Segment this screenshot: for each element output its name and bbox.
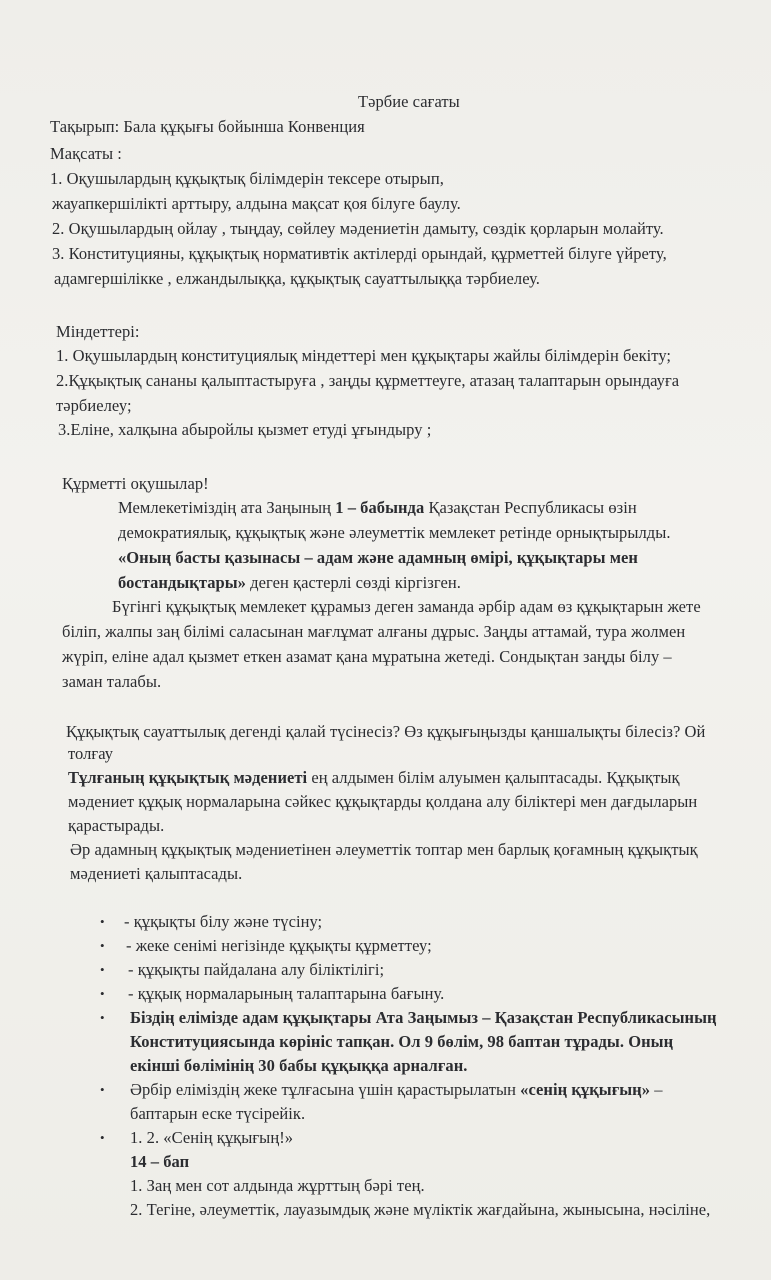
bullet-icon: • [100, 1082, 105, 1097]
paragraph-line [118, 498, 637, 518]
doc-topic: Тақырып: Бала құқығы бойынша Конвенция [50, 117, 365, 136]
text-run: деген қастерлі сөзді кіргізген. [245, 573, 461, 592]
paragraph-line [118, 573, 461, 593]
bullet-icon: • [100, 914, 105, 929]
list-item-bold: Конституциясында көрініс тапқан. Ол 9 бөлім, 98 баптан тұрады. Оның [130, 1032, 674, 1051]
goals-label: Мақсаты : [50, 144, 122, 163]
text-run-bold: 1 – бабында [335, 498, 425, 517]
paragraph-line: жүріп, еліне адал қызмет еткен азамат қана мұратына жетеді. Сондықтан заңды білу – [62, 647, 672, 666]
list-item-bold: Біздің елімізде адам құқықтары Ата Заңымыз – Қазақстан Республикасының [130, 1008, 717, 1027]
list-item: - құқықты білу және түсіну; [124, 912, 323, 931]
task-line: 2.Құқықтық сананы қалыптастыруға , заңды құрметтеуге, атазаң талаптарын орындауға [56, 371, 680, 390]
doc-title: Тәрбие сағаты [358, 92, 460, 111]
bullet-icon: • [100, 986, 105, 1001]
paragraph-line: демократиялық, құқықтық және әлеуметтік мемлекет ретінде орнықтырылды. [118, 523, 671, 542]
paragraph-line-bold: «Оның басты қазынасы – адам және адамның өмірі, құқықтары мен [118, 548, 638, 567]
text-run: ең алдымен білім алуымен қалыптасады. Құқықтық [307, 768, 680, 787]
culture-line: Әр адамның құқықтық мәдениетінен әлеуметтік топтар мен барлық қоғамның құқықтық [70, 840, 698, 859]
goal-line: жауапкершілікті арттыру, алдына мақсат қоя білуге баулу. [52, 194, 461, 213]
tasks-label: Міндеттері: [56, 322, 140, 341]
text-run: Әрбір еліміздің жеке тұлғасына үшін қарастырылатын [130, 1080, 521, 1099]
list-item: баптарын еске түсірейік. [130, 1104, 306, 1123]
text-run-bold: бостандықтары» [118, 573, 246, 592]
task-line: 1. Оқушылардың конституциялық міндеттері мен құқықтары жайлы білімдерін бекіту; [56, 346, 672, 365]
text-run: – [650, 1080, 663, 1099]
task-line: 3.Еліне, халқына абыройлы қызмет етуді ұғындыру ; [58, 420, 432, 439]
list-item: 1. 2. «Сенің құқығың!» [130, 1128, 294, 1147]
question-line: толғау [68, 744, 114, 763]
bullet-icon: • [100, 1010, 105, 1025]
paragraph-line: біліп, жалпы заң білімі саласынан мағлұмат алғаны дұрыс. Заңды аттамай, тура жолмен [62, 622, 686, 641]
culture-line: қарастырады. [68, 816, 165, 835]
text-run-bold: Тұлғаның құқықтық мәдениеті [68, 768, 308, 787]
list-item [130, 1080, 663, 1100]
article-heading: 14 – бап [130, 1152, 190, 1171]
goal-line: адамгершілікке , елжандылыққа, құқықтық сауаттылыққа тәрбиелеу. [54, 269, 540, 288]
bullet-icon: • [100, 1130, 105, 1145]
culture-line: мәдениет құқық нормаларына сәйкес құқықтарды қолдана алу біліктері мен дағдыларын [68, 792, 698, 811]
culture-line: мәдениеті қалыптасады. [70, 864, 243, 883]
culture-line [68, 768, 680, 788]
task-line: тәрбиелеу; [56, 396, 132, 415]
list-item: - жеке сенімі негізінде құқықты құрметтеу; [126, 936, 432, 955]
goal-line: 1. Оқушылардың құқықтық білімдерін тексере отырып, [50, 169, 444, 188]
greeting: Құрметті оқушылар! [62, 474, 209, 493]
list-item-bold: екінші бөлімінің 30 бабы құқыққа арналған. [130, 1056, 468, 1075]
text-run: Қазақстан Республикасы өзін [424, 498, 637, 517]
goal-line: 3. Конституцияны, құқықтық нормативтік актілерді орындай, құрметтей білуге үйрету, [52, 244, 667, 263]
goal-line: 2. Оқушылардың ойлау , тыңдау, сөйлеу мәдениетін дамыту, сөздік қорларын молайту. [52, 219, 664, 238]
text-run-bold: «сенің құқығың» [520, 1080, 651, 1099]
bullet-icon: • [100, 962, 105, 977]
paragraph-line: заман талабы. [62, 672, 162, 691]
question-line: Құқықтық сауаттылық дегенді қалай түсінесіз? Өз құқығыңызды қаншалықты білесіз? Ой [66, 722, 706, 741]
text-run: Мемлекетіміздің ата Заңының [118, 498, 336, 517]
article-line: 2. Тегіне, әлеуметтік, лауазымдық және мүліктік жағдайына, жынысына, нәсіліне, [130, 1200, 711, 1219]
paragraph-line: Бүгінгі құқықтық мемлекет құрамыз деген заманда әрбір адам өз құқықтарын жете [112, 597, 701, 616]
bullet-icon: • [100, 938, 105, 953]
list-item: - құқықты пайдалана алу біліктілігі; [128, 960, 385, 979]
article-line: 1. Заң мен сот алдында жұрттың бәрі тең. [130, 1176, 425, 1195]
list-item: - құқық нормаларының талаптарына бағыну. [128, 984, 445, 1003]
